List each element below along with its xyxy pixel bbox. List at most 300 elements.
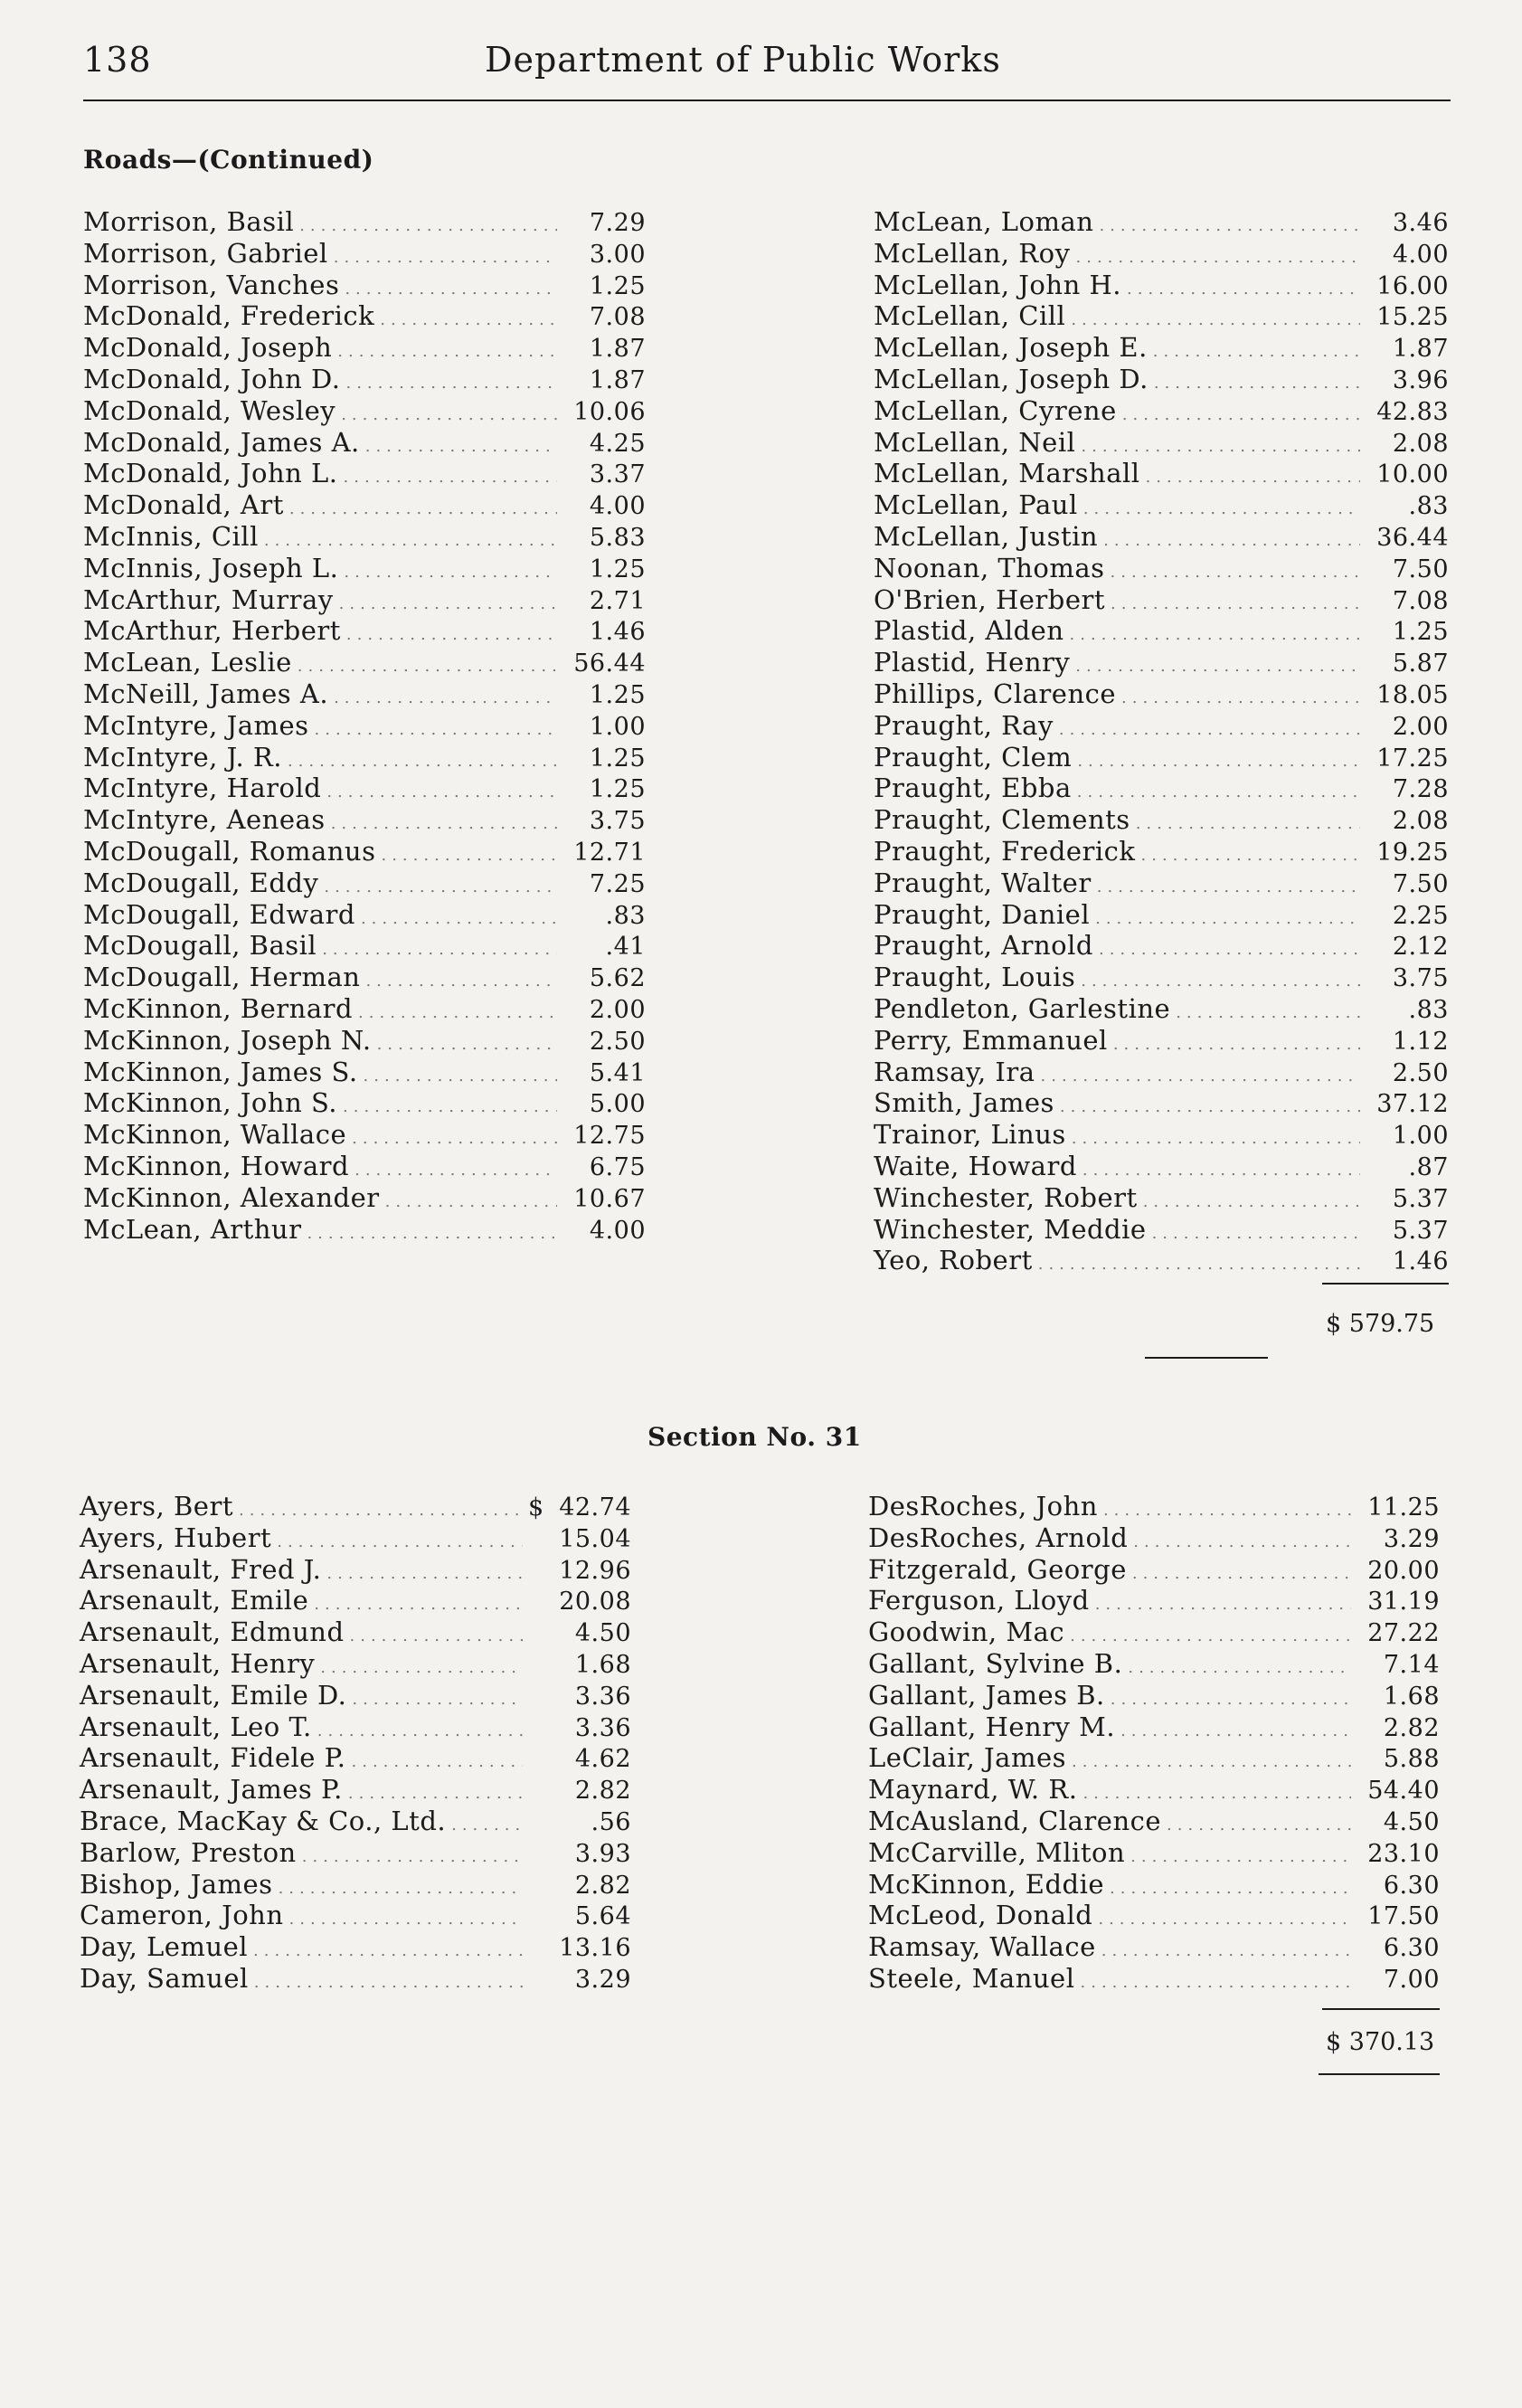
list-item (83, 489, 646, 521)
payee-name: McLellan, Marshall (874, 458, 1140, 489)
payee-name: Day, Lemuel (80, 1931, 249, 1963)
list-item (874, 364, 1449, 395)
payment-amount: 2.82 (1383, 1713, 1440, 1742)
list-item (83, 553, 646, 584)
dot-leader (253, 1936, 523, 1967)
payment-amount: 7.28 (1392, 775, 1449, 804)
payment-amount: 1.25 (589, 744, 646, 773)
payee-name: Smith, James (874, 1087, 1054, 1119)
payee-name: DesRoches, John (868, 1491, 1098, 1522)
payee-name: McLellan, Neil (874, 426, 1076, 458)
payment-amount: 7.25 (589, 869, 646, 898)
dot-leader (326, 1559, 523, 1590)
roads-total-underline (1145, 1357, 1268, 1359)
payment-amount: 5.88 (1383, 1745, 1440, 1774)
payment-amount: 18.05 (1376, 680, 1449, 709)
list-item (83, 867, 646, 899)
list-item (80, 1806, 631, 1837)
payee-name: Morrison, Basil (83, 206, 295, 237)
section-31-right-column (868, 1491, 1440, 1995)
list-item (868, 1554, 1440, 1586)
payment-amount: 7.08 (589, 303, 646, 332)
section-31-left-column (80, 1491, 631, 1995)
list-item (80, 1963, 631, 1995)
payment-amount: 11.25 (1367, 1493, 1440, 1522)
list-item (868, 1806, 1440, 1837)
payee-name: Gallant, Sylvine B. (868, 1647, 1123, 1679)
payee-name: McArthur, Herbert (83, 615, 341, 647)
payment-amount: 54.40 (1367, 1777, 1440, 1806)
payment-amount: 3.75 (589, 807, 646, 836)
payment-amount: 2.82 (574, 1871, 631, 1900)
payment-amount: 4.25 (589, 429, 646, 458)
list-item (874, 962, 1449, 993)
list-item (874, 1057, 1449, 1088)
dot-leader (1127, 274, 1360, 306)
list-item (868, 1837, 1440, 1869)
list-item (83, 899, 646, 931)
payee-name: Arsenault, Edmund (80, 1616, 345, 1648)
payee-name: McLeod, Donald (868, 1900, 1093, 1931)
list-item (868, 1931, 1440, 1963)
payment-amount: 56.44 (573, 649, 646, 678)
dot-leader (341, 400, 557, 431)
dot-leader (1072, 1123, 1360, 1155)
list-item (80, 1554, 631, 1586)
section-31-total-underline (1319, 2073, 1440, 2075)
payment-amount: 5.87 (1392, 649, 1449, 678)
dot-leader (358, 998, 557, 1029)
payee-name: Gallant, Henry M. (868, 1711, 1116, 1742)
payee-name: McDougall, Basil (83, 930, 317, 962)
list-item (83, 836, 646, 867)
dot-leader (334, 242, 557, 274)
payment-amount: 5.64 (574, 1902, 631, 1931)
list-item (868, 1711, 1440, 1743)
list-item (83, 678, 646, 710)
dot-leader (1095, 1589, 1351, 1621)
dot-leader (1081, 1967, 1352, 1999)
payment-amount: 10.06 (573, 397, 646, 426)
payee-name: McDougall, Romanus (83, 835, 376, 867)
payment-amount: 1.00 (589, 712, 646, 741)
payment-amount: 13.16 (559, 1934, 631, 1963)
payee-name: Brace, MacKay & Co., Ltd. (80, 1805, 447, 1836)
dot-leader (344, 557, 557, 589)
payment-amount: .83 (605, 901, 646, 930)
list-item (80, 1774, 631, 1806)
payment-amount: 1.25 (589, 775, 646, 804)
list-item (83, 1087, 646, 1119)
payee-name: McDonald, John L. (83, 458, 338, 489)
payee-name: Arsenault, Fidele P. (80, 1742, 346, 1774)
payment-amount: 6.30 (1383, 1871, 1440, 1900)
list-item (868, 1585, 1440, 1616)
payment-amount: 6.30 (1383, 1934, 1440, 1963)
list-item (83, 615, 646, 647)
dot-leader (1041, 1061, 1360, 1093)
dot-leader (1141, 840, 1361, 872)
dot-leader (289, 1904, 523, 1936)
payment-amount: 27.22 (1367, 1619, 1440, 1648)
list-item (83, 521, 646, 553)
list-item (868, 1774, 1440, 1806)
payment-amount: .56 (591, 1807, 631, 1836)
payee-name: McLean, Arthur (83, 1213, 302, 1245)
payee-name: Winchester, Meddie (874, 1213, 1147, 1245)
dot-leader (365, 966, 557, 998)
payment-amount: 1.46 (589, 618, 646, 647)
dot-leader (361, 904, 557, 935)
list-item (874, 647, 1449, 678)
dot-leader (1072, 1747, 1351, 1778)
payee-name: McLellan, Justin (874, 520, 1099, 552)
payment-amount: 1.25 (589, 680, 646, 709)
dot-leader (1120, 1716, 1351, 1748)
payment-amount: 42.83 (1376, 397, 1449, 426)
payee-name: McDonald, James A. (83, 426, 360, 458)
dot-leader (315, 715, 557, 746)
list-item (874, 804, 1449, 836)
list-item (874, 899, 1449, 931)
list-item (80, 1680, 631, 1711)
list-item (874, 332, 1449, 364)
payee-name: Ramsay, Ira (874, 1056, 1035, 1087)
payee-name: Ayers, Hubert (80, 1522, 272, 1553)
payee-name: DesRoches, Arnold (868, 1522, 1129, 1553)
running-title: Department of Public Works (485, 40, 1001, 80)
payment-amount: 5.41 (589, 1058, 646, 1087)
dot-leader (1059, 715, 1360, 746)
payee-name: McLellan, Paul (874, 489, 1078, 521)
payment-amount: 1.46 (1392, 1247, 1449, 1276)
payee-name: Morrison, Vanches (83, 269, 340, 300)
payee-name: Phillips, Clarence (874, 678, 1117, 709)
payment-amount: 2.25 (1392, 901, 1449, 930)
list-item (83, 1025, 646, 1057)
payment-amount: 1.00 (1392, 1122, 1449, 1151)
payment-amount: 2.82 (574, 1777, 631, 1806)
dot-leader (324, 872, 557, 904)
payee-name: Perry, Emmanuel (874, 1024, 1108, 1056)
dot-leader (1101, 1936, 1351, 1967)
payment-amount: 4.50 (574, 1619, 631, 1648)
dot-leader (1038, 1249, 1360, 1281)
payee-name: Bishop, James (80, 1868, 273, 1900)
payee-name: McInnis, Cill (83, 520, 259, 552)
payment-amount: 1.25 (1392, 618, 1449, 647)
payment-amount: 3.29 (574, 1965, 631, 1994)
dot-leader (365, 431, 557, 463)
list-item (874, 773, 1449, 804)
payee-name: McIntyre, Harold (83, 773, 322, 804)
list-item (874, 742, 1449, 773)
payment-amount: 10.67 (573, 1184, 646, 1213)
payment-amount: 2.00 (589, 995, 646, 1024)
list-item (874, 867, 1449, 899)
payee-name: McCarville, Mliton (868, 1836, 1126, 1868)
list-item (83, 332, 646, 364)
roads-right-column (874, 206, 1449, 1276)
dot-leader (346, 620, 557, 651)
payment-amount: 1.25 (589, 271, 646, 300)
payment-amount: 5.37 (1392, 1216, 1449, 1245)
payee-name: Day, Samuel (80, 1962, 249, 1994)
payee-name: Goodwin, Mac (868, 1616, 1065, 1648)
payee-name: Pendleton, Garlestine (874, 992, 1171, 1024)
list-item (874, 993, 1449, 1025)
page-header (83, 40, 1451, 94)
payment-amount: 42.74 (559, 1493, 631, 1522)
payee-name: McIntyre, Aeneas (83, 804, 326, 836)
payee-name: McLellan, Cyrene (874, 394, 1117, 426)
dot-leader (1110, 1873, 1351, 1905)
list-item (83, 930, 646, 962)
payee-name: McIntyre, James (83, 709, 309, 741)
payee-name: Steele, Manuel (868, 1962, 1075, 1994)
payee-name: Trainor, Linus (874, 1119, 1066, 1151)
dot-leader (377, 1029, 557, 1061)
list-item (83, 1214, 646, 1246)
dot-leader (1111, 589, 1360, 621)
list-item (83, 458, 646, 489)
payment-amount: 5.83 (589, 523, 646, 552)
list-item (874, 930, 1449, 962)
payee-name: McKinnon, Joseph N. (83, 1024, 372, 1056)
dot-leader (339, 589, 557, 621)
list-item (874, 710, 1449, 742)
list-item (83, 584, 646, 616)
payee-name: Arsenault, James P. (80, 1774, 343, 1806)
dot-leader (1153, 337, 1360, 368)
dot-leader (254, 1967, 523, 1999)
list-item (80, 1900, 631, 1931)
payment-amount: 2.08 (1392, 807, 1449, 836)
payment-amount: 7.50 (1392, 555, 1449, 583)
payment-amount: 3.75 (1392, 964, 1449, 993)
payee-name: McLellan, Joseph D. (874, 363, 1149, 394)
payee-name: McDonald, Joseph (83, 332, 333, 364)
payee-name: Yeo, Robert (874, 1245, 1033, 1276)
payee-name: Ferguson, Lloyd (868, 1585, 1090, 1616)
list-item (874, 427, 1449, 459)
list-item (874, 1245, 1449, 1276)
list-item (83, 1182, 646, 1214)
payment-amount: 31.19 (1367, 1588, 1440, 1616)
dot-leader (1083, 494, 1360, 526)
payee-name: McNeill, James A. (83, 678, 329, 709)
dot-leader (345, 368, 557, 400)
list-item (868, 1616, 1440, 1648)
list-item (874, 584, 1449, 616)
dot-leader (1098, 1904, 1351, 1936)
list-item (874, 1151, 1449, 1182)
dot-leader (350, 1621, 523, 1653)
dot-leader (1103, 1495, 1351, 1527)
payment-amount: 36.44 (1376, 523, 1449, 552)
list-item (874, 1119, 1449, 1151)
payee-name: O'Brien, Herbert (874, 583, 1106, 615)
dot-leader (320, 1653, 523, 1684)
dot-leader (1143, 1187, 1360, 1218)
dot-leader (343, 1092, 557, 1123)
dot-leader (1176, 998, 1360, 1029)
section-31-sum-rule (1322, 2008, 1440, 2010)
list-item (80, 1648, 631, 1680)
dot-leader (1099, 934, 1360, 966)
payee-name: Praught, Louis (874, 962, 1076, 993)
payment-amount: 7.00 (1383, 1965, 1440, 1994)
payee-name: McLellan, Cill (874, 300, 1066, 332)
list-item (83, 206, 646, 238)
list-item (874, 615, 1449, 647)
list-item (83, 773, 646, 804)
roads-left-column (83, 206, 646, 1245)
list-item (83, 710, 646, 742)
dot-leader (1122, 400, 1360, 431)
dot-leader (381, 840, 557, 872)
list-item (83, 647, 646, 678)
dot-leader (352, 1123, 557, 1155)
payment-amount: 6.75 (589, 1152, 646, 1181)
dot-leader (289, 494, 557, 526)
payee-name: McArthur, Murray (83, 583, 334, 615)
dot-leader (1070, 620, 1360, 651)
payment-amount: 12.75 (573, 1122, 646, 1151)
payment-amount: 1.25 (589, 555, 646, 583)
payee-name: Praught, Ray (874, 709, 1054, 741)
payee-name: McDonald, John D. (83, 363, 341, 394)
list-item (874, 206, 1449, 238)
dot-leader (1128, 1653, 1351, 1684)
dot-leader (1060, 1092, 1360, 1123)
dot-leader (344, 462, 557, 494)
list-item (874, 458, 1449, 489)
payee-name: LeClair, James (868, 1742, 1067, 1774)
list-item (80, 1931, 631, 1963)
payment-amount: 2.08 (1392, 429, 1449, 458)
payment-amount: 15.25 (1376, 303, 1449, 332)
list-item (83, 1151, 646, 1182)
list-item (868, 1742, 1440, 1774)
payee-name: Praught, Frederick (874, 835, 1136, 867)
roads-sum-rule (1322, 1283, 1449, 1285)
section-31-heading: Section No. 31 (648, 1422, 862, 1452)
payment-amount: 2.50 (1392, 1058, 1449, 1087)
payment-amount: 19.25 (1376, 838, 1449, 867)
payment-amount: 4.62 (574, 1745, 631, 1774)
list-item (874, 678, 1449, 710)
payee-name: Arsenault, Fred J. (80, 1553, 322, 1585)
list-item (868, 1680, 1440, 1711)
payee-name: Winchester, Robert (874, 1181, 1138, 1213)
list-item (83, 742, 646, 773)
payment-amount: 1.12 (1392, 1027, 1449, 1056)
payee-name: Arsenault, Emile (80, 1585, 309, 1616)
dot-leader (1121, 683, 1360, 715)
payment-amount: 3.46 (1392, 209, 1449, 237)
list-item (80, 1742, 631, 1774)
payee-name: McDonald, Frederick (83, 300, 375, 332)
payment-amount: 37.12 (1376, 1090, 1449, 1119)
list-item (80, 1585, 631, 1616)
payment-amount: 4.00 (589, 492, 646, 521)
roads-heading: Roads—(Continued) (83, 145, 374, 175)
dot-leader (1146, 462, 1360, 494)
payment-amount: 23.10 (1367, 1839, 1440, 1868)
list-item (868, 1900, 1440, 1931)
list-item (874, 521, 1449, 553)
list-item (83, 364, 646, 395)
payment-amount: 2.50 (589, 1027, 646, 1056)
dollar-sign: $ (528, 1493, 544, 1522)
list-item (868, 1648, 1440, 1680)
dot-leader (385, 1187, 557, 1218)
dot-leader (307, 1218, 557, 1250)
payee-name: Plastid, Alden (874, 615, 1064, 647)
payment-amount: 1.68 (1383, 1682, 1440, 1711)
payment-amount: 7.14 (1383, 1650, 1440, 1679)
payee-name: McLean, Leslie (83, 647, 292, 678)
dot-leader (1077, 746, 1360, 778)
payee-name: McKinnon, Alexander (83, 1181, 380, 1213)
list-item (80, 1869, 631, 1901)
dot-leader (1111, 1684, 1351, 1716)
list-item (874, 238, 1449, 270)
list-item (874, 1214, 1449, 1246)
payment-amount: 3.37 (589, 460, 646, 489)
list-item (868, 1522, 1440, 1554)
payee-name: Praught, Daniel (874, 898, 1091, 930)
dot-leader (364, 1061, 557, 1093)
payee-name: Ramsay, Wallace (868, 1931, 1096, 1963)
dot-leader (1099, 211, 1360, 242)
payee-name: McLellan, John H. (874, 269, 1121, 300)
list-item (83, 395, 646, 427)
payment-amount: 17.25 (1376, 744, 1449, 773)
list-item (874, 270, 1449, 301)
payee-name: McLean, Loman (874, 206, 1094, 237)
payment-amount: .41 (605, 933, 646, 962)
dot-leader (380, 305, 557, 337)
payee-name: McDonald, Wesley (83, 394, 336, 426)
dot-leader (317, 1716, 523, 1748)
payee-name: Praught, Clements (874, 804, 1130, 836)
payee-name: Gallant, James B. (868, 1679, 1105, 1711)
dot-leader (1103, 526, 1360, 557)
payment-amount: 1.87 (589, 335, 646, 364)
payment-amount: 12.96 (559, 1556, 631, 1585)
list-item (83, 993, 646, 1025)
dot-leader (352, 1684, 523, 1716)
payment-amount: 4.00 (1392, 240, 1449, 269)
payee-name: Arsenault, Leo T. (80, 1711, 312, 1742)
payment-amount: 7.50 (1392, 869, 1449, 898)
dot-leader (352, 1747, 524, 1778)
payee-name: McDonald, Art (83, 489, 284, 521)
roads-total: $ 579.75 (1326, 1310, 1435, 1338)
dot-leader (298, 651, 557, 683)
payment-amount: 5.00 (589, 1090, 646, 1119)
dot-leader (314, 1589, 523, 1621)
payee-name: McLellan, Roy (874, 237, 1071, 269)
payment-amount: 16.00 (1376, 271, 1449, 300)
payment-amount: 3.96 (1392, 365, 1449, 394)
payment-amount: 7.08 (1392, 586, 1449, 615)
dot-leader (299, 211, 557, 242)
payee-name: McDougall, Herman (83, 962, 361, 993)
payee-name: Praught, Ebba (874, 773, 1072, 804)
